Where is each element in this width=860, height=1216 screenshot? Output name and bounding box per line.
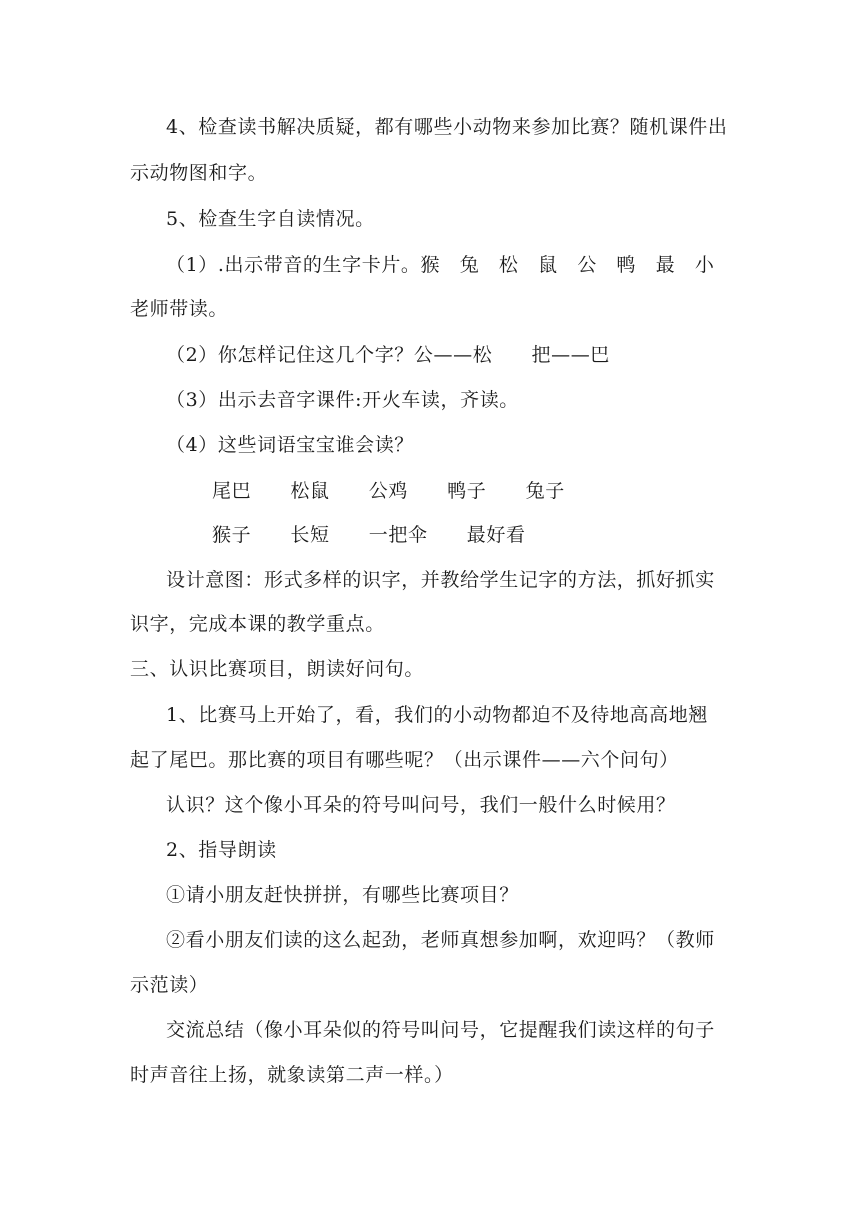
paragraph-line: 5、检查生字自读情况。 bbox=[166, 208, 375, 230]
paragraph-line: 1、比赛马上开始了，看，我们的小动物都迫不及待地高高地翘 bbox=[166, 704, 708, 726]
section-heading: 三、认识比赛项目，朗读好问句。 bbox=[130, 658, 425, 680]
word-list-line: 尾巴 松鼠 公鸡 鸭子 兔子 bbox=[212, 480, 565, 502]
paragraph-line: （4）这些词语宝宝谁会读？ bbox=[166, 434, 414, 456]
paragraph-line: 认识？这个像小耳朵的符号叫问号，我们一般什么时候用？ bbox=[166, 794, 676, 816]
paragraph-line: 示范读） bbox=[130, 974, 209, 996]
paragraph-line: 交流总结（像小耳朵似的符号叫问号，它提醒我们读这样的句子 bbox=[166, 1019, 715, 1041]
paragraph-line: 老师带读。 bbox=[130, 298, 229, 320]
paragraph-line: （1）.出示带音的生字卡片。猴 兔 松 鼠 公 鸭 最 小 bbox=[166, 254, 715, 276]
paragraph-line: （3）出示去音字课件:开火车读，齐读。 bbox=[166, 389, 519, 411]
paragraph-line: 识字，完成本课的教学重点。 bbox=[130, 613, 385, 635]
paragraph-line: 设计意图：形式多样的识字，并教给学生记字的方法，抓好抓实 bbox=[166, 569, 715, 591]
paragraph-line: ①请小朋友赶快拼拼，有哪些比赛项目？ bbox=[166, 884, 519, 906]
paragraph-line: （2）你怎样记住这几个字？公——松 把——巴 bbox=[166, 344, 610, 366]
paragraph-line: 示动物图和字。 bbox=[130, 162, 268, 184]
paragraph-line: 2、指导朗读 bbox=[166, 839, 277, 861]
paragraph-line: ②看小朋友们读的这么起劲，老师真想参加啊，欢迎吗？（教师 bbox=[166, 929, 715, 951]
paragraph-line: 4、检查读书解决质疑，都有哪些小动物来参加比赛？随机课件出 bbox=[166, 116, 728, 138]
paragraph-line: 时声音往上扬，就象读第二声一样。） bbox=[130, 1064, 454, 1086]
word-list-line: 猴子 长短 一把伞 最好看 bbox=[212, 524, 526, 546]
paragraph-line: 起了尾巴。那比赛的项目有哪些呢？（出示课件——六个问句） bbox=[130, 749, 679, 771]
